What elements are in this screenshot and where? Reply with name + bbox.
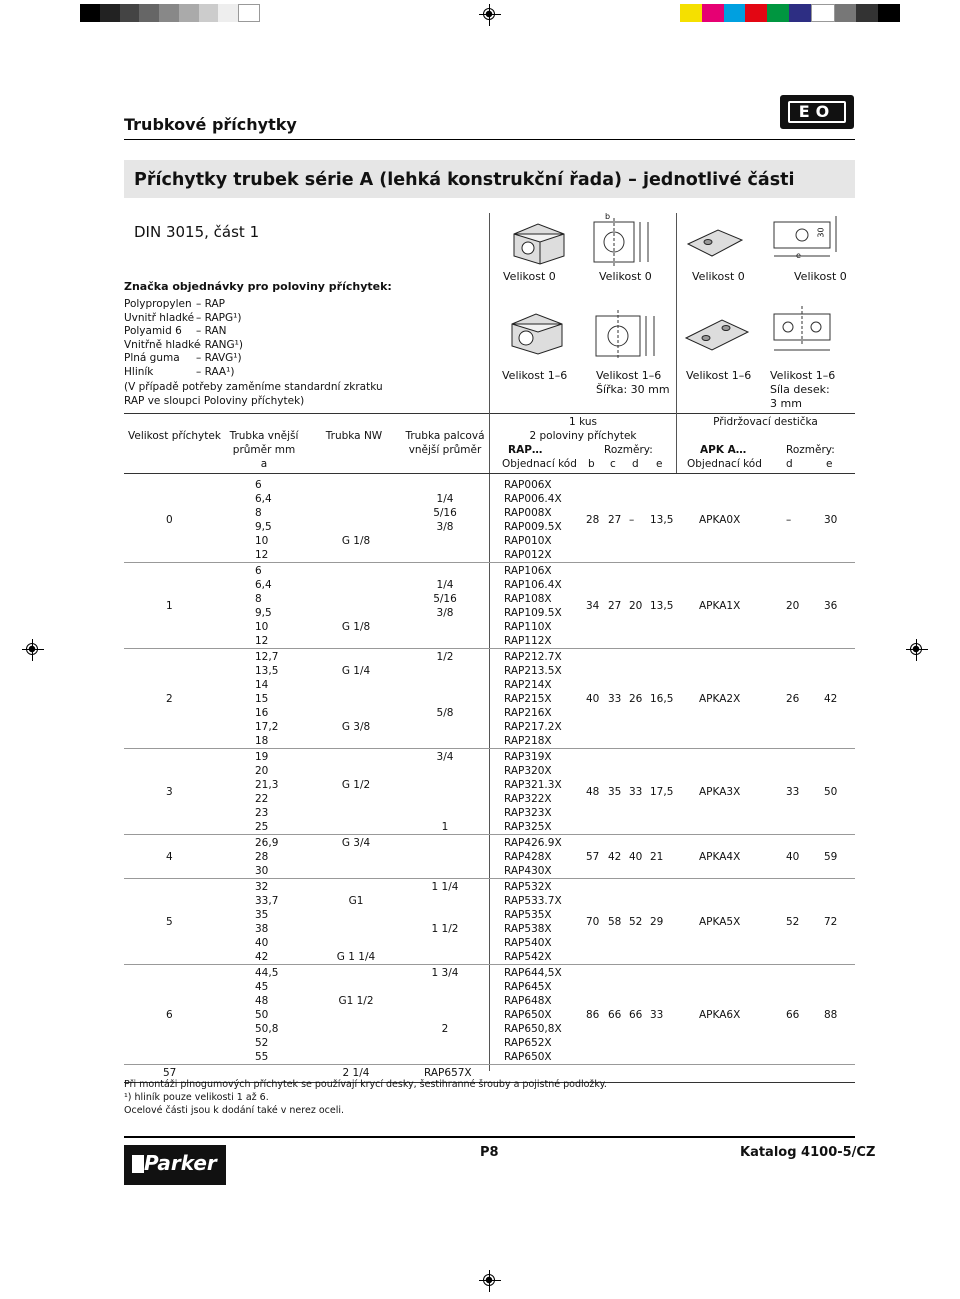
row-divider — [124, 878, 855, 879]
size-label-mid: Velikost 1–6 — [502, 369, 568, 382]
rap-order-code: RAP532X — [504, 881, 552, 893]
tube-nw: G 1/4 — [341, 665, 371, 677]
tube-inch: 1/2 — [436, 651, 454, 663]
tube-outer-diameter: 52 — [255, 1037, 269, 1049]
registration-mark-left — [22, 639, 44, 661]
dim-d: 33 — [629, 786, 643, 798]
tube-outer-diameter: 50,8 — [255, 1023, 279, 1035]
plate-dim-d: 66 — [786, 1009, 800, 1021]
apk-order-code: APKA1X — [699, 600, 741, 612]
plate-dim-d: 26 — [786, 693, 800, 705]
rap-order-code: RAP650,8X — [504, 1023, 562, 1035]
header-e: e — [656, 458, 663, 470]
clamp-size: 5 — [166, 916, 173, 928]
catalog-number: Katalog 4100-5/CZ — [740, 1145, 876, 1160]
rap-order-code: RAP109.5X — [504, 607, 562, 619]
tube-outer-diameter: 44,5 — [255, 967, 279, 979]
tube-outer-diameter: 23 — [255, 807, 269, 819]
row-divider — [124, 1064, 855, 1065]
order-material: Hliník — [124, 365, 154, 378]
clamp-size0-drawing — [588, 212, 660, 268]
plate-dim-e: 50 — [824, 786, 838, 798]
apk-order-code: APKA2X — [699, 693, 741, 705]
rap-order-code: RAP426.9X — [504, 837, 562, 849]
tube-outer-diameter: 10 — [255, 621, 269, 633]
size-label-mid: Velikost 1–6 — [596, 369, 662, 382]
clamp-size: 3 — [166, 786, 173, 798]
dim-b: 57 — [586, 851, 600, 863]
color-bar — [680, 4, 900, 22]
header-outer-1: Trubka vnější — [229, 430, 299, 442]
rap-order-code: RAP645X — [504, 981, 552, 993]
header-order-code-2: Objednací kód — [687, 458, 762, 470]
row-divider — [124, 964, 855, 965]
order-note-2: RAP ve sloupci Poloviny příchytek) — [124, 395, 305, 407]
rap-order-code: RAP322X — [504, 793, 552, 805]
dim-b: 28 — [586, 514, 600, 526]
dim-d: 66 — [629, 1009, 643, 1021]
rap-order-code: RAP650X — [504, 1051, 552, 1063]
dim-b: 86 — [586, 1009, 600, 1021]
dim-c: 35 — [608, 786, 622, 798]
header-order-code: Objednací kód — [502, 458, 577, 470]
rap-order-code: RAP006X — [504, 479, 552, 491]
size-label-top: Velikost 0 — [692, 270, 745, 283]
order-material: Uvnitř hladké — [124, 311, 195, 324]
header-d: d — [632, 458, 639, 470]
order-code: – RAPG¹) — [196, 311, 242, 324]
plate-dim-d: 40 — [786, 851, 800, 863]
plate-dim-e: 42 — [824, 693, 838, 705]
header-apk: APK A… — [700, 444, 747, 456]
tube-nw: G1 1/2 — [338, 995, 374, 1007]
rap-order-code: RAP212.7X — [504, 651, 562, 663]
header-size: Velikost příchytek — [128, 430, 221, 442]
tube-outer-diameter: 6 — [255, 479, 262, 491]
tube-outer-diameter: 42 — [255, 951, 269, 963]
tube-outer-diameter: 32 — [255, 881, 269, 893]
dim-e-label: e — [796, 251, 801, 260]
dim-d: 26 — [629, 693, 643, 705]
row-divider — [124, 834, 855, 835]
tube-inch: 3/8 — [436, 607, 454, 619]
dim-30-label: 30 — [816, 227, 826, 238]
rap-order-code: RAP652X — [504, 1037, 552, 1049]
dim-b: 48 — [586, 786, 600, 798]
clamp-size: 2 — [166, 693, 173, 705]
rap-order-code: RAP214X — [504, 679, 552, 691]
plate-size0-drawing — [770, 212, 850, 264]
clamp-size: 6 — [166, 1009, 173, 1021]
tube-outer-diameter: 12 — [255, 635, 269, 647]
rap-order-code: RAP106X — [504, 565, 552, 577]
plate-dim-e: 30 — [824, 514, 838, 526]
tube-outer-diameter: 38 — [255, 923, 269, 935]
rap-order-code: RAP319X — [504, 751, 552, 763]
tube-inch: 5/16 — [433, 507, 457, 519]
rap-order-code: RAP012X — [504, 549, 552, 561]
plate-dim-e: 36 — [824, 600, 838, 612]
dim-c: 42 — [608, 851, 622, 863]
apk-order-code: APKA6X — [699, 1009, 741, 1021]
order-material: Polyamid 6 — [124, 325, 182, 337]
dim-e: 33 — [650, 1009, 664, 1021]
clamp-size1-image — [508, 310, 568, 358]
tube-inch: 3/8 — [436, 521, 454, 533]
tube-outer-diameter: 16 — [255, 707, 269, 719]
dim-d: 52 — [629, 916, 643, 928]
dim-d: – — [629, 514, 635, 526]
eo-logo: EO — [780, 95, 854, 129]
rap-order-code: RAP008X — [504, 507, 552, 519]
dim-e: 17,5 — [650, 786, 674, 798]
tube-outer-diameter: 9,5 — [255, 607, 272, 619]
rap-order-code: RAP108X — [504, 593, 552, 605]
dim-e: 16,5 — [650, 693, 674, 705]
tube-nw: G 3/4 — [341, 837, 371, 849]
clamp-size: 1 — [166, 600, 173, 612]
tube-outer-diameter: 45 — [255, 981, 269, 993]
rap-order-code: RAP006.4X — [504, 493, 562, 505]
clamp-size: 0 — [166, 514, 173, 526]
tube-outer-diameter: 26,9 — [255, 837, 279, 849]
header-kus: 1 kus — [569, 416, 597, 428]
tube-nw: G 3/8 — [341, 721, 371, 733]
order-material: Plná guma — [124, 352, 180, 364]
footnote-3: Ocelové části jsou k dodání také v nerez oceli. — [124, 1105, 345, 1116]
rap-order-code: RAP542X — [504, 951, 552, 963]
rap-order-code: RAP644,5X — [504, 967, 562, 979]
main-title: Příchytky trubek série A (lehká konstrukční řada) – jednotlivé části — [134, 170, 795, 190]
order-code: – RAN — [196, 325, 227, 337]
tube-outer-diameter: 25 — [255, 821, 269, 833]
header-outer-3: a — [260, 458, 268, 470]
tube-inch: 1 1/4 — [431, 881, 459, 893]
size-label-top: Velikost 0 — [794, 270, 847, 283]
tube-outer-diameter: 33,7 — [255, 895, 279, 907]
tube-outer-diameter: 40 — [255, 937, 269, 949]
tube-outer-diameter: 8 — [255, 507, 262, 519]
registration-mark-right — [906, 639, 928, 661]
apk-order-code: APKA5X — [699, 916, 741, 928]
plate-dim-e: 72 — [824, 916, 838, 928]
tube-nw: G1 — [348, 895, 364, 907]
header-plate: Přidržovací destička — [713, 416, 818, 428]
main-title-box — [124, 160, 855, 198]
rap-order-code: RAP323X — [504, 807, 552, 819]
plate-size0-image — [686, 226, 744, 262]
tube-outer-diameter: 18 — [255, 735, 269, 747]
tube-outer-diameter: 22 — [255, 793, 269, 805]
tube-outer-diameter: 12 — [255, 549, 269, 561]
tube-outer-diameter: 20 — [255, 765, 269, 777]
apk-order-code: APKA4X — [699, 851, 741, 863]
tube-nw: G 1/8 — [341, 621, 371, 633]
tube-outer-diameter: 35 — [255, 909, 269, 921]
tube-inch: 1 — [441, 821, 449, 833]
din-label: DIN 3015, část 1 — [134, 223, 260, 241]
tube-outer-diameter: 9,5 — [255, 521, 272, 533]
rap-order-code: RAP535X — [504, 909, 552, 921]
dim-d: 40 — [629, 851, 643, 863]
rap-order-code: RAP106.4X — [504, 579, 562, 591]
page-number: P8 — [480, 1145, 499, 1160]
plate-dim-d: 20 — [786, 600, 800, 612]
tube-outer-diameter: 6 — [255, 565, 262, 577]
plate-dim-d: – — [786, 514, 792, 526]
footnote-1: Při montáži plnogumových příchytek se používají krycí desky, šestihranné šrouby a pojistné podložky. — [124, 1079, 607, 1090]
size-label-mid: Velikost 1–6 — [686, 369, 752, 382]
tube-nw: G 1/8 — [341, 535, 371, 547]
size-label-top: Velikost 0 — [599, 270, 652, 283]
order-code: – RAA¹) — [196, 365, 235, 378]
clamp-size: 57 — [163, 1067, 177, 1079]
tube-outer-diameter: 55 — [255, 1051, 269, 1063]
order-note-1: (V případě potřeby zaměníme standardní zkratku — [124, 381, 383, 393]
header-dims: Rozměry: — [604, 444, 653, 456]
registration-mark-bottom — [479, 1270, 501, 1292]
apk-order-code: APKA0X — [699, 514, 741, 526]
section-title: Trubkové příchytky — [124, 115, 297, 134]
rap-order-code: RAP213.5X — [504, 665, 562, 677]
rap-order-code: RAP010X — [504, 535, 552, 547]
rap-order-code: RAP325X — [504, 821, 552, 833]
rap-order-code: RAP428X — [504, 851, 552, 863]
tube-nw: 2 1/4 — [342, 1067, 370, 1079]
plate-thickness-value: 3 mm — [770, 397, 802, 410]
tube-outer-diameter: 21,3 — [255, 779, 279, 791]
header-nw: Trubka NW — [325, 430, 383, 442]
plate-dim-d: 33 — [786, 786, 800, 798]
plate-thickness-label: Síla desek: — [770, 383, 830, 396]
header-d2: d — [786, 458, 793, 470]
grayscale-bar — [80, 4, 260, 22]
tube-nw: G 1 1/4 — [336, 951, 376, 963]
tube-inch: 5/16 — [433, 593, 457, 605]
dim-b: 70 — [586, 916, 600, 928]
row-divider — [124, 562, 855, 563]
rap-order-code: RAP430X — [504, 865, 552, 877]
header-e2: e — [826, 458, 833, 470]
rap-order-code: RAP648X — [504, 995, 552, 1007]
tube-outer-diameter: 15 — [255, 693, 269, 705]
order-code: – RANG¹) — [196, 338, 243, 351]
rap-order-code: RAP215X — [504, 693, 552, 705]
rap-order-code: RAP110X — [504, 621, 552, 633]
tube-outer-diameter: 48 — [255, 995, 269, 1007]
order-material: Polypropylen — [124, 298, 192, 310]
dim-e: 21 — [650, 851, 664, 863]
dim-c: 27 — [608, 600, 622, 612]
registration-mark-top — [479, 4, 501, 26]
dim-b: 34 — [586, 600, 600, 612]
footnote-2: ¹) hliník pouze velikosti 1 až 6. — [124, 1092, 269, 1103]
header-inch-1: Trubka palcová — [405, 430, 485, 442]
clamp-size0-image — [508, 218, 570, 266]
dim-c: 27 — [608, 514, 622, 526]
dim-c: 33 — [608, 693, 622, 705]
rap-order-code: RAP650X — [504, 1009, 552, 1021]
tube-inch: 1/4 — [436, 493, 454, 505]
rap-order-code: RAP540X — [504, 937, 552, 949]
width-label: Šířka: 30 mm — [596, 383, 670, 396]
tube-inch: 1 1/2 — [431, 923, 459, 935]
plate-dim-e: 59 — [824, 851, 838, 863]
rap-order-code: RAP218X — [504, 735, 552, 747]
dim-e: 29 — [650, 916, 664, 928]
tube-inch: 5/8 — [436, 707, 454, 719]
dim-b-label: b — [605, 212, 611, 221]
size-label-mid: Velikost 1–6 — [770, 369, 836, 382]
tube-outer-diameter: 8 — [255, 593, 262, 605]
dim-c: 58 — [608, 916, 622, 928]
rap-order-code: RAP320X — [504, 765, 552, 777]
rap-order-code: RAP216X — [504, 707, 552, 719]
tube-outer-diameter: 28 — [255, 851, 269, 863]
tube-outer-diameter: 30 — [255, 865, 269, 877]
dim-e: 13,5 — [650, 514, 674, 526]
row-divider — [124, 748, 855, 749]
rap-order-code: RAP217.2X — [504, 721, 562, 733]
header-dims-2: Rozměry: — [786, 444, 835, 456]
dim-c: 66 — [608, 1009, 622, 1021]
tube-outer-diameter: 10 — [255, 535, 269, 547]
rap-order-code: RAP112X — [504, 635, 552, 647]
plate-dim-e: 88 — [824, 1009, 838, 1021]
rap-order-code: RAP657X — [424, 1067, 472, 1079]
header-inch-2: vnější průměr — [408, 444, 482, 456]
tube-outer-diameter: 19 — [255, 751, 269, 763]
order-material: Vnitřně hladké — [124, 338, 201, 351]
tube-outer-diameter: 14 — [255, 679, 269, 691]
apk-order-code: APKA3X — [699, 786, 741, 798]
tube-outer-diameter: 6,4 — [255, 493, 272, 505]
parker-logo: Parker — [124, 1145, 226, 1185]
row-divider — [124, 648, 855, 649]
rap-order-code: RAP538X — [504, 923, 552, 935]
rap-order-code: RAP533.7X — [504, 895, 562, 907]
clamp-size: 4 — [166, 851, 173, 863]
tube-inch: 1 3/4 — [431, 967, 459, 979]
tube-outer-diameter: 17,2 — [255, 721, 279, 733]
tube-outer-diameter: 50 — [255, 1009, 269, 1021]
dim-e: 13,5 — [650, 600, 674, 612]
dim-d: 20 — [629, 600, 643, 612]
tube-nw: G 1/2 — [341, 779, 371, 791]
header-c: c — [610, 458, 616, 470]
tube-inch: 2 — [441, 1023, 449, 1035]
header-rap: RAP… — [508, 444, 543, 456]
order-code: – RAP — [196, 298, 225, 310]
clamp-size1-drawing — [590, 302, 666, 362]
plate-size1-image — [684, 316, 750, 356]
tube-outer-diameter: 6,4 — [255, 579, 272, 591]
dim-b: 40 — [586, 693, 600, 705]
header-b: b — [588, 458, 595, 470]
tube-outer-diameter: 12,7 — [255, 651, 279, 663]
order-code: – RAVG¹) — [196, 352, 242, 364]
rap-order-code: RAP321.3X — [504, 779, 562, 791]
header-outer-2: průměr mm — [232, 444, 296, 456]
size-label-top: Velikost 0 — [503, 270, 556, 283]
rap-order-code: RAP009.5X — [504, 521, 562, 533]
tube-outer-diameter: 13,5 — [255, 665, 279, 677]
plate-size1-drawing — [770, 300, 850, 360]
header-halves: 2 poloviny příchytek — [529, 430, 637, 442]
tube-inch: 3/4 — [436, 751, 454, 763]
tube-inch: 1/4 — [436, 579, 454, 591]
plate-dim-d: 52 — [786, 916, 800, 928]
order-info-heading: Značka objednávky pro poloviny příchytek: — [124, 280, 392, 293]
